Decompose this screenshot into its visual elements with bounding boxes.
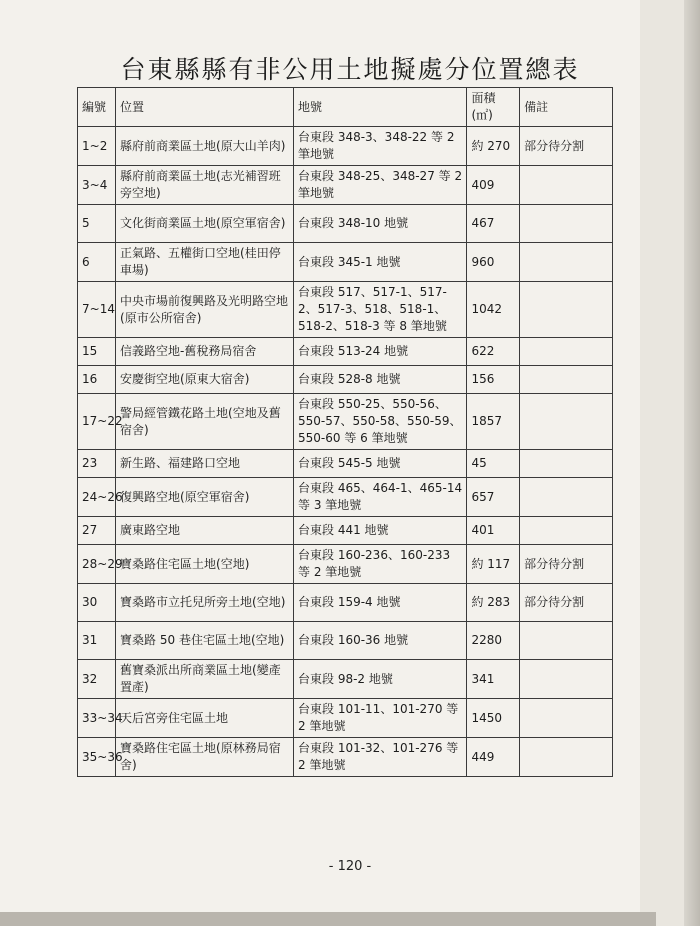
cell-location: 縣府前商業區土地(志光補習班旁空地) xyxy=(116,166,294,205)
cell-num: 33~34 xyxy=(78,699,116,738)
table-row xyxy=(78,584,613,622)
cell-lot: 台東段 348-25、348-27 等 2 筆地號 xyxy=(294,166,467,205)
cell-num: 3~4 xyxy=(78,166,116,205)
cell-note xyxy=(520,243,613,282)
table-row xyxy=(78,517,613,545)
cell-lot: 台東段 101-32、101-276 等 2 筆地號 xyxy=(294,738,467,777)
cell-num: 16 xyxy=(78,366,116,394)
header-location: 位置 xyxy=(116,88,294,127)
cell-location: 寶桑路 50 巷住宅區土地(空地) xyxy=(116,622,294,660)
table-row xyxy=(78,166,613,205)
cell-location: 廣東路空地 xyxy=(116,517,294,545)
page-edge-shadow xyxy=(684,0,700,926)
cell-location: 警局經管鐵花路土地(空地及舊宿舍) xyxy=(116,394,294,450)
table-row xyxy=(78,622,613,660)
cell-num: 15 xyxy=(78,338,116,366)
table-row xyxy=(78,243,613,282)
cell-area: 622 xyxy=(467,338,520,366)
cell-note xyxy=(520,166,613,205)
cell-area: 401 xyxy=(467,517,520,545)
table-body xyxy=(78,127,613,777)
table-row xyxy=(78,338,613,366)
cell-area: 約 117 xyxy=(467,545,520,584)
cell-note xyxy=(520,738,613,777)
cell-location: 天后宮旁住宅區土地 xyxy=(116,699,294,738)
cell-note: 部分待分割 xyxy=(520,545,613,584)
cell-num: 17~22 xyxy=(78,394,116,450)
cell-location: 縣府前商業區土地(原大山羊肉) xyxy=(116,127,294,166)
table-row xyxy=(78,699,613,738)
scan-bottom-band xyxy=(0,912,656,926)
cell-lot: 台東段 545-5 地號 xyxy=(294,450,467,478)
cell-location: 中央市場前復興路及光明路空地(原市公所宿舍) xyxy=(116,282,294,338)
cell-location: 正氣路、五權街口空地(桂田停車場) xyxy=(116,243,294,282)
cell-note: 部分待分割 xyxy=(520,127,613,166)
cell-area: 約 283 xyxy=(467,584,520,622)
cell-location: 新生路、福建路口空地 xyxy=(116,450,294,478)
cell-lot: 台東段 348-10 地號 xyxy=(294,205,467,243)
cell-num: 31 xyxy=(78,622,116,660)
cell-note xyxy=(520,699,613,738)
table-row xyxy=(78,205,613,243)
table-row xyxy=(78,450,613,478)
cell-area: 960 xyxy=(467,243,520,282)
cell-note xyxy=(520,338,613,366)
cell-location: 舊寶桑派出所商業區土地(變產置產) xyxy=(116,660,294,699)
cell-num: 35~36 xyxy=(78,738,116,777)
table-row xyxy=(78,545,613,584)
cell-num: 24~26 xyxy=(78,478,116,517)
cell-note xyxy=(520,660,613,699)
cell-location: 信義路空地-舊稅務局宿舍 xyxy=(116,338,294,366)
cell-lot: 台東段 513-24 地號 xyxy=(294,338,467,366)
cell-area: 467 xyxy=(467,205,520,243)
header-num: 編號 xyxy=(78,88,116,127)
cell-location: 寶桑路住宅區土地(空地) xyxy=(116,545,294,584)
cell-lot: 台東段 98-2 地號 xyxy=(294,660,467,699)
table-row xyxy=(78,127,613,166)
table-header-row xyxy=(78,88,613,127)
cell-area: 156 xyxy=(467,366,520,394)
cell-num: 28~29 xyxy=(78,545,116,584)
cell-lot: 台東段 550-25、550-56、550-57、550-58、550-59、550-60 等 6 筆地號 xyxy=(294,394,467,450)
cell-area: 449 xyxy=(467,738,520,777)
cell-note xyxy=(520,517,613,545)
cell-location: 復興路空地(原空軍宿舍) xyxy=(116,478,294,517)
table-row xyxy=(78,282,613,338)
cell-num: 6 xyxy=(78,243,116,282)
cell-note xyxy=(520,366,613,394)
cell-num: 23 xyxy=(78,450,116,478)
table-row xyxy=(78,478,613,517)
cell-location: 安慶街空地(原東大宿舍) xyxy=(116,366,294,394)
cell-note xyxy=(520,205,613,243)
cell-area: 45 xyxy=(467,450,520,478)
cell-lot: 台東段 465、464-1、465-14 等 3 筆地號 xyxy=(294,478,467,517)
cell-lot: 台東段 348-3、348-22 等 2 筆地號 xyxy=(294,127,467,166)
cell-num: 32 xyxy=(78,660,116,699)
cell-num: 7~14 xyxy=(78,282,116,338)
cell-num: 5 xyxy=(78,205,116,243)
cell-lot: 台東段 101-11、101-270 等 2 筆地號 xyxy=(294,699,467,738)
cell-area: 657 xyxy=(467,478,520,517)
cell-lot: 台東段 159-4 地號 xyxy=(294,584,467,622)
land-table xyxy=(77,87,613,777)
cell-note xyxy=(520,450,613,478)
cell-lot: 台東段 441 地號 xyxy=(294,517,467,545)
cell-area: 約 270 xyxy=(467,127,520,166)
cell-num: 27 xyxy=(78,517,116,545)
cell-note xyxy=(520,394,613,450)
cell-lot: 台東段 160-236、160-233 等 2 筆地號 xyxy=(294,545,467,584)
cell-location: 寶桑路住宅區土地(原林務局宿舍) xyxy=(116,738,294,777)
cell-note xyxy=(520,282,613,338)
cell-area: 1450 xyxy=(467,699,520,738)
cell-area: 1042 xyxy=(467,282,520,338)
table-row xyxy=(78,738,613,777)
cell-lot: 台東段 528-8 地號 xyxy=(294,366,467,394)
table-row xyxy=(78,366,613,394)
cell-num: 1~2 xyxy=(78,127,116,166)
cell-note xyxy=(520,622,613,660)
cell-area: 409 xyxy=(467,166,520,205)
cell-lot: 台東段 160-36 地號 xyxy=(294,622,467,660)
cell-location: 文化街商業區土地(原空軍宿舍) xyxy=(116,205,294,243)
header-note: 備註 xyxy=(520,88,613,127)
cell-area: 341 xyxy=(467,660,520,699)
header-lot: 地號 xyxy=(294,88,467,127)
cell-location: 寶桑路市立托兒所旁土地(空地) xyxy=(116,584,294,622)
cell-note xyxy=(520,478,613,517)
cell-num: 30 xyxy=(78,584,116,622)
cell-area: 2280 xyxy=(467,622,520,660)
table-row xyxy=(78,394,613,450)
cell-area: 1857 xyxy=(467,394,520,450)
document-title: 台東縣縣有非公用土地擬處分位置總表 xyxy=(120,55,580,84)
page-number: - 120 - xyxy=(328,859,372,874)
cell-lot: 台東段 517、517-1、517-2、517-3、518、518-1、518-2、518-3 等 8 筆地號 xyxy=(294,282,467,338)
table-row xyxy=(78,660,613,699)
cell-lot: 台東段 345-1 地號 xyxy=(294,243,467,282)
cell-note: 部分待分割 xyxy=(520,584,613,622)
header-area: 面積(㎡) xyxy=(467,88,520,127)
